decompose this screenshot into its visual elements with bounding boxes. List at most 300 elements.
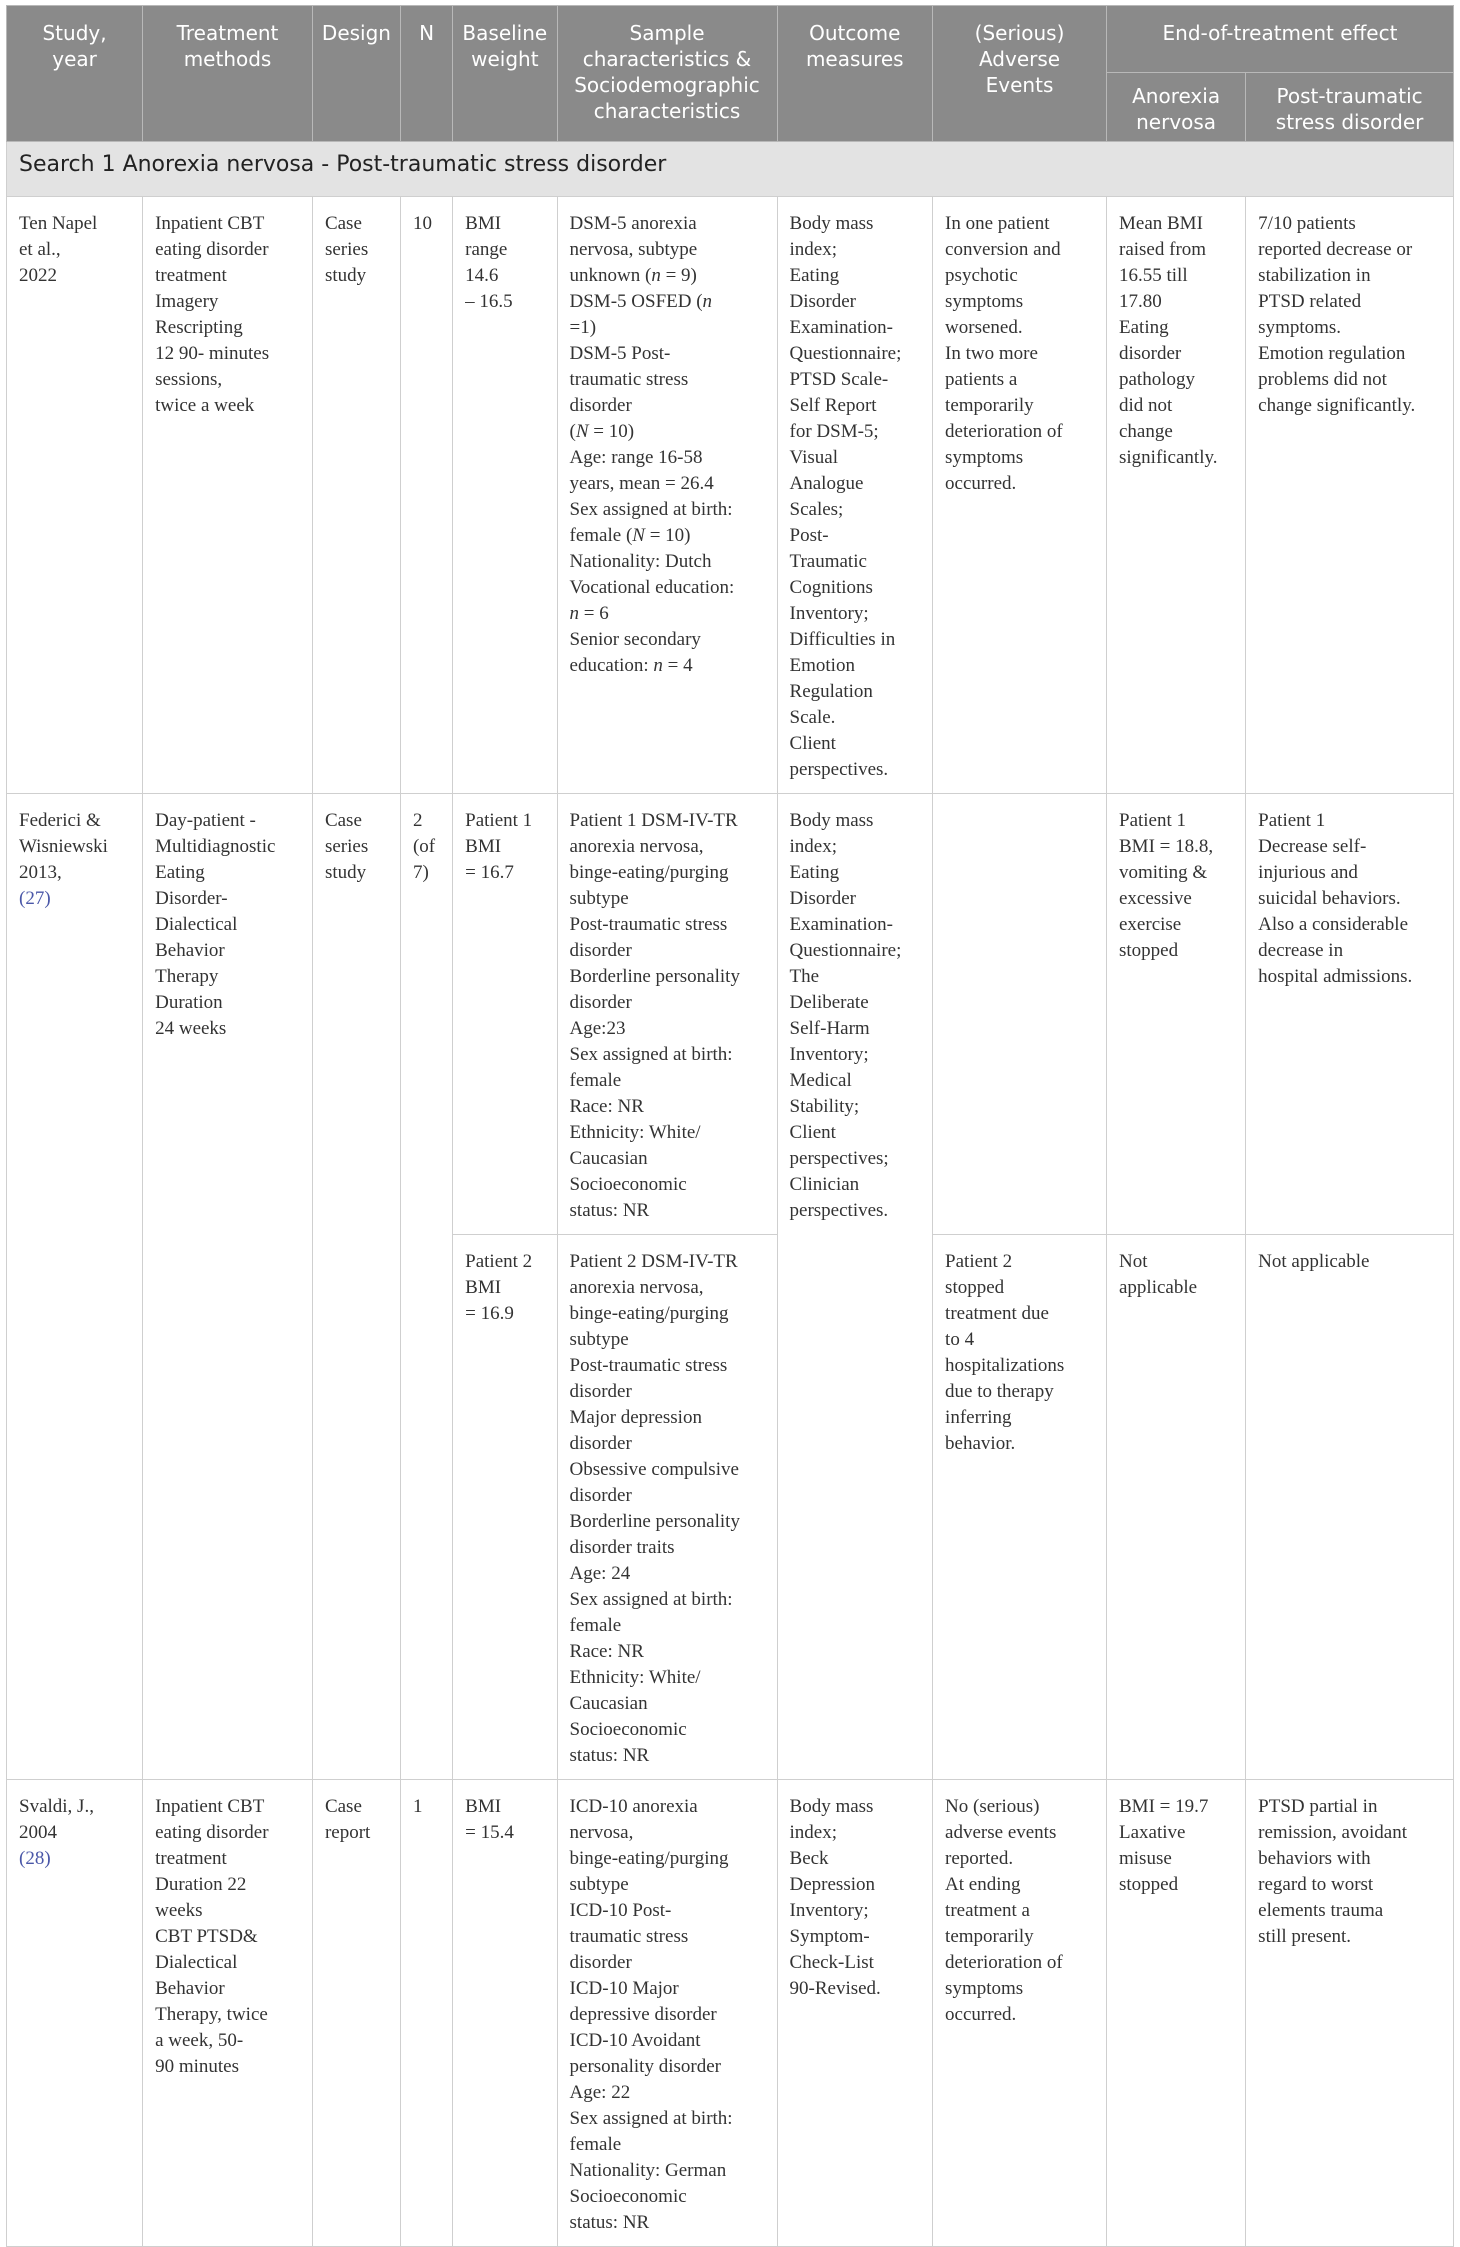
text-line: excessive xyxy=(1119,888,1192,909)
text-line: Outcome xyxy=(809,21,901,45)
cell-design xyxy=(312,197,400,794)
text-line: measures xyxy=(805,47,904,71)
text-line: Inventory; xyxy=(789,1900,869,1921)
text-line: still present. xyxy=(1258,1926,1352,1947)
text-line: hospital admissions. xyxy=(1258,966,1413,987)
text-line: index; xyxy=(789,239,838,260)
cell-effect-ptsd xyxy=(1246,1780,1454,2247)
cell-effect-an xyxy=(1107,794,1246,1235)
text-line: Imagery xyxy=(155,291,219,312)
text-line: Symptom- xyxy=(789,1926,870,1947)
text-line: Age: range 16-58 xyxy=(569,447,703,468)
cell-design xyxy=(312,794,400,1780)
cell-outcome xyxy=(777,197,933,794)
text-line: index; xyxy=(789,836,838,857)
text-line: Emotion xyxy=(789,655,855,676)
text-line: Vocational education: xyxy=(569,577,735,598)
cell-effect-an xyxy=(1107,197,1246,794)
text-line: stopped xyxy=(1119,940,1179,961)
text-line: Examination- xyxy=(789,317,893,338)
text-line: years, mean = 26.4 xyxy=(569,473,714,494)
text-line: disorder traits xyxy=(569,1537,675,1558)
text-line: Questionnaire; xyxy=(789,343,902,364)
text-line: 1 xyxy=(412,1796,423,1817)
text-line: patients a xyxy=(945,369,1018,390)
text-line: 90 minutes xyxy=(155,2056,240,2077)
text-line: Age: 24 xyxy=(569,1563,631,1584)
text-line: year xyxy=(52,47,97,71)
text-line: disorder xyxy=(569,395,632,416)
text-line: Sex assigned at birth: xyxy=(569,1589,733,1610)
text-line: Not xyxy=(1119,1251,1148,1272)
text-line: symptoms xyxy=(945,447,1024,468)
text-line: did not xyxy=(1119,395,1173,416)
text-line: occurred. xyxy=(945,2004,1017,2025)
header-treatment xyxy=(143,6,313,142)
text-line: et al., xyxy=(19,239,61,260)
text-line: Senior secondary xyxy=(569,629,701,650)
text-line: 10 xyxy=(412,213,432,234)
text-line: = 15.4 xyxy=(465,1822,514,1843)
text-line: Body mass xyxy=(789,1796,874,1817)
text-line: Anorexia xyxy=(1132,84,1221,108)
text-line: Treatment xyxy=(176,21,279,45)
text-line: Ethnicity: White/ xyxy=(569,1122,701,1143)
text-line: DSM-5 OSFED (n xyxy=(569,291,713,312)
text-line: In one patient xyxy=(945,213,1050,234)
text-line: Also a considerable xyxy=(1258,914,1409,935)
text-line: problems did not xyxy=(1258,369,1387,390)
text-line: Case xyxy=(324,1796,362,1817)
text-line: Laxative xyxy=(1119,1822,1186,1843)
text-line: 90-Revised. xyxy=(789,1978,881,1999)
text-line: subtype xyxy=(569,1874,629,1895)
cell-study xyxy=(7,197,143,794)
text-line: Visual xyxy=(789,447,838,468)
text-line: Check-List xyxy=(789,1952,874,1973)
text-line: 2022 xyxy=(19,265,57,286)
text-line: 7) xyxy=(412,862,429,883)
text-line: ICD-10 Avoidant xyxy=(569,2030,701,2051)
text-line: Disorder xyxy=(789,888,856,909)
text-line: PTSD partial in xyxy=(1258,1796,1378,1817)
text-line: BMI xyxy=(465,1277,502,1298)
text-line: female xyxy=(569,2134,622,2155)
text-line: inferring xyxy=(945,1407,1012,1428)
text-line: Mean BMI xyxy=(1119,213,1203,234)
text-line: Post-traumatic stress xyxy=(569,1355,728,1376)
text-line: Emotion regulation xyxy=(1258,343,1406,364)
text-line: Sample xyxy=(629,21,705,45)
cell-n xyxy=(400,1780,452,2247)
text-line: 24 weeks xyxy=(155,1018,227,1039)
text-line: =1) xyxy=(569,317,597,338)
text-line: female xyxy=(569,1615,622,1636)
text-line: traumatic stress xyxy=(569,1926,689,1947)
text-line: Scale. xyxy=(789,707,836,728)
text-line: Rescripting xyxy=(155,317,243,338)
text-line: characteristics xyxy=(593,99,741,123)
text-line: Patient 2 xyxy=(465,1251,533,1272)
cell-n xyxy=(400,197,452,794)
cell-outcome xyxy=(777,1780,933,2247)
text-line: Decrease self- xyxy=(1258,836,1367,857)
header-effect-group xyxy=(1107,6,1454,73)
cell-effect-ptsd xyxy=(1246,1235,1454,1780)
cell-baseline xyxy=(453,1235,557,1780)
text-line: behaviors with xyxy=(1258,1848,1371,1869)
text-line: Race: NR xyxy=(569,1641,644,1662)
text-line: hospitalizations xyxy=(945,1355,1065,1376)
text-line: characteristics & xyxy=(582,47,752,71)
text-line: Study, xyxy=(42,21,107,45)
table-row xyxy=(7,794,1454,1235)
text-line: Post-traumatic stress xyxy=(569,914,728,935)
text-line: Case xyxy=(324,810,362,831)
text-line: status: NR xyxy=(569,1200,650,1221)
text-line: depressive disorder xyxy=(569,2004,717,2025)
text-line: Inventory; xyxy=(789,603,869,624)
text-line: disorder xyxy=(1119,343,1182,364)
text-line: BMI xyxy=(465,213,502,234)
header-baseline xyxy=(453,6,557,142)
text-line: Eating xyxy=(1119,317,1169,338)
header-outcome xyxy=(777,6,933,142)
text-line: Body mass xyxy=(789,213,874,234)
text-line: study xyxy=(324,265,367,286)
text-line: Questionnaire; xyxy=(789,940,902,961)
cell-treatment xyxy=(143,794,313,1780)
text-line: Client xyxy=(789,733,836,754)
text-line: anorexia nervosa, xyxy=(569,1277,704,1298)
text-line: anorexia nervosa, xyxy=(569,836,704,857)
text-line: Eating xyxy=(155,862,205,883)
text-line: raised from xyxy=(1119,239,1207,260)
text-line: education: n = 4 xyxy=(569,655,693,676)
text-line: Post-traumatic xyxy=(1276,84,1423,108)
cell-adverse xyxy=(933,1780,1107,2247)
text-line: Body mass xyxy=(789,810,874,831)
text-line: 2 xyxy=(412,810,423,831)
text-line: a week, 50- xyxy=(155,2030,244,2051)
text-line: Socioeconomic xyxy=(569,2186,687,2207)
cell-treatment xyxy=(143,1780,313,2247)
text-line: index; xyxy=(789,1822,838,1843)
text-line: reported. xyxy=(945,1848,1014,1869)
text-line: Federici & xyxy=(19,810,101,831)
text-line: BMI = 19.7 xyxy=(1119,1796,1209,1817)
text-line: ICD-10 Post- xyxy=(569,1900,672,1921)
text-line: End-of-treatment effect xyxy=(1162,21,1398,45)
text-line: change xyxy=(1119,421,1173,442)
text-line: temporarily xyxy=(945,1926,1034,1947)
text-line: traumatic stress xyxy=(569,369,689,390)
text-line: At ending xyxy=(945,1874,1021,1895)
text-line: Borderline personality xyxy=(569,966,740,987)
text-line: PTSD Scale- xyxy=(789,369,889,390)
text-line: Deliberate xyxy=(789,992,869,1013)
text-line: 17.80 xyxy=(1119,291,1162,312)
text-line: Clinician xyxy=(789,1174,860,1195)
text-line: Socioeconomic xyxy=(569,1174,687,1195)
text-line: nervosa, xyxy=(569,1822,634,1843)
cell-adverse xyxy=(933,794,1107,1235)
text-line: Patient 2 xyxy=(945,1251,1013,1272)
text-line: disorder xyxy=(569,1381,632,1402)
text-line: symptoms xyxy=(945,1978,1024,1999)
text-line: Obsessive compulsive xyxy=(569,1459,739,1480)
text-line: Wisniewski xyxy=(19,836,108,857)
text-line: behavior. xyxy=(945,1433,1016,1454)
text-line: report xyxy=(324,1822,371,1843)
text-line: stopped xyxy=(945,1277,1005,1298)
text-line: The xyxy=(789,966,820,987)
text-line: temporarily xyxy=(945,395,1034,416)
text-line: unknown (n = 9) xyxy=(569,265,697,286)
text-line: stopped xyxy=(1119,1874,1179,1895)
text-line: 2004 xyxy=(19,1822,57,1843)
cell-baseline xyxy=(453,1780,557,2247)
text-line: binge-eating/purging xyxy=(569,1848,729,1869)
text-line: Depression xyxy=(789,1874,875,1895)
text-line: occurred. xyxy=(945,473,1017,494)
text-line: BMI = 18.8, xyxy=(1119,836,1214,857)
text-line: Medical xyxy=(789,1070,852,1091)
text-line: Inpatient CBT xyxy=(155,213,265,234)
text-line: Not applicable xyxy=(1258,1251,1370,1272)
text-line: perspectives; xyxy=(789,1148,889,1169)
header-effect-an xyxy=(1107,73,1246,142)
cell-effect-ptsd xyxy=(1246,197,1454,794)
cell-sample xyxy=(557,794,777,1235)
text-line: Sex assigned at birth: xyxy=(569,2108,733,2129)
text-line: Race: NR xyxy=(569,1096,644,1117)
text-line: (N = 10) xyxy=(569,421,635,442)
text-line: Self Report xyxy=(789,395,877,416)
text-line: remission, avoidant xyxy=(1258,1822,1407,1843)
citation-link[interactable]: (27) xyxy=(19,888,51,909)
text-line: eating disorder xyxy=(155,239,269,260)
text-line: applicable xyxy=(1119,1277,1198,1298)
text-line: range xyxy=(465,239,508,260)
text-line: Duration 22 xyxy=(155,1874,247,1895)
text-line: study xyxy=(324,862,367,883)
text-line: status: NR xyxy=(569,1745,650,1766)
cell-adverse xyxy=(933,1235,1107,1780)
text-line: Therapy xyxy=(155,966,219,987)
text-line: Patient 2 DSM-IV-TR xyxy=(569,1251,738,1272)
text-line: status: NR xyxy=(569,2212,650,2233)
text-line: disorder xyxy=(569,1485,632,1506)
text-line: to 4 xyxy=(945,1329,975,1350)
text-line: Major depression xyxy=(569,1407,702,1428)
header-n xyxy=(400,6,452,142)
text-line: Cognitions xyxy=(789,577,873,598)
text-line: binge-eating/purging xyxy=(569,1303,729,1324)
text-line: Traumatic xyxy=(789,551,867,572)
text-line: twice a week xyxy=(155,395,255,416)
text-line: Svaldi, J., xyxy=(19,1796,94,1817)
cell-study xyxy=(7,1780,143,2247)
text-line: Difficulties in xyxy=(789,629,896,650)
text-line: 7/10 patients xyxy=(1258,213,1356,234)
text-line: Disorder- xyxy=(155,888,228,909)
text-line: Day-patient - xyxy=(155,810,256,831)
text-line: deterioration of xyxy=(945,421,1063,442)
text-line: Therapy, twice xyxy=(155,2004,268,2025)
cell-sample xyxy=(557,197,777,794)
text-line: BMI xyxy=(465,836,502,857)
text-line: Ethnicity: White/ xyxy=(569,1667,701,1688)
text-line: Nationality: German xyxy=(569,2160,727,2181)
text-line: Analogue xyxy=(789,473,864,494)
cell-design xyxy=(312,1780,400,2247)
text-line: Adverse xyxy=(978,47,1061,71)
text-line: significantly. xyxy=(1119,447,1218,468)
text-line: series xyxy=(324,239,369,260)
text-line: disorder xyxy=(569,1433,632,1454)
text-line: n = 6 xyxy=(569,603,609,624)
text-line: Case xyxy=(324,213,362,234)
text-line: Examination- xyxy=(789,914,893,935)
text-line: Sociodemographic xyxy=(574,73,760,97)
text-line: Patient 1 DSM-IV-TR xyxy=(569,810,738,831)
text-line: female xyxy=(569,1070,622,1091)
header-study xyxy=(7,6,143,142)
text-line: DSM-5 anorexia xyxy=(569,213,697,234)
text-line: exercise xyxy=(1119,914,1182,935)
section-title: Search 1 Anorexia nervosa - Post-traumatic stress disorder xyxy=(7,142,1454,197)
text-line: psychotic xyxy=(945,265,1018,286)
text-line: Dialectical xyxy=(155,914,238,935)
text-line: 16.55 till xyxy=(1119,265,1188,286)
text-line: Borderline personality xyxy=(569,1511,740,1532)
text-line: symptoms xyxy=(945,291,1024,312)
text-line: perspectives. xyxy=(789,759,889,780)
cell-adverse xyxy=(933,197,1107,794)
text-line: treatment a xyxy=(945,1900,1030,1921)
text-line: Scales; xyxy=(789,499,844,520)
text-line: treatment xyxy=(155,265,227,286)
text-line: reported decrease or xyxy=(1258,239,1413,260)
text-line: Nationality: Dutch xyxy=(569,551,712,572)
text-line: Caucasian xyxy=(569,1693,648,1714)
text-line: stabilization in xyxy=(1258,265,1371,286)
cell-n xyxy=(400,794,452,1780)
text-line: Inpatient CBT xyxy=(155,1796,265,1817)
text-line: In two more xyxy=(945,343,1038,364)
text-line: Multidiagnostic xyxy=(155,836,276,857)
text-line: vomiting & xyxy=(1119,862,1208,883)
text-line: Sex assigned at birth: xyxy=(569,1044,733,1065)
text-line: = 16.9 xyxy=(465,1303,514,1324)
text-line: PTSD related xyxy=(1258,291,1362,312)
text-line: series xyxy=(324,836,369,857)
text-line: deterioration of xyxy=(945,1952,1063,1973)
text-line: elements trauma xyxy=(1258,1900,1384,1921)
text-line: disorder xyxy=(569,1952,632,1973)
text-line: stress disorder xyxy=(1275,110,1424,134)
cell-sample xyxy=(557,1780,777,2247)
text-line: worsened. xyxy=(945,317,1023,338)
cell-sample xyxy=(557,1235,777,1780)
text-line: sessions, xyxy=(155,369,223,390)
results-table xyxy=(6,5,1454,2247)
text-line: Patient 1 xyxy=(465,810,533,831)
text-line: personality disorder xyxy=(569,2056,721,2077)
text-line: Eating xyxy=(789,862,840,883)
text-line: Disorder xyxy=(789,291,856,312)
text-line: weight xyxy=(471,47,539,71)
text-line: subtype xyxy=(569,888,629,909)
text-line: Inventory; xyxy=(789,1044,869,1065)
cell-treatment xyxy=(143,197,313,794)
text-line: pathology xyxy=(1119,369,1195,390)
text-line: Post- xyxy=(789,525,829,546)
text-line: Events xyxy=(985,73,1054,97)
text-line: Self-Harm xyxy=(789,1018,870,1039)
text-line: (Serious) xyxy=(974,21,1065,45)
citation-link[interactable]: (28) xyxy=(19,1848,51,1869)
text-line: perspectives. xyxy=(789,1200,889,1221)
text-line: female (N = 10) xyxy=(569,525,691,546)
text-line: Patient 1 xyxy=(1119,810,1187,831)
header-effect-ptsd xyxy=(1246,73,1454,142)
text-line: subtype xyxy=(569,1329,629,1350)
text-line: Beck xyxy=(789,1848,829,1869)
text-line: Dialectical xyxy=(155,1952,238,1973)
text-line: Stability; xyxy=(789,1096,860,1117)
table-row xyxy=(7,1780,1454,2247)
text-line: Baseline xyxy=(462,21,548,45)
text-line: 12 90- minutes xyxy=(155,343,270,364)
text-line: change significantly. xyxy=(1258,395,1416,416)
text-line: decrease in xyxy=(1258,940,1344,961)
text-line: treatment xyxy=(155,1848,227,1869)
text-line: Ten Napel xyxy=(19,213,98,234)
text-line: Age: 22 xyxy=(569,2082,631,2103)
text-line: 14.6 xyxy=(465,265,499,286)
text-line: injurious and xyxy=(1258,862,1358,883)
table-row xyxy=(7,197,1454,794)
text-line: eating disorder xyxy=(155,1822,269,1843)
text-line: DSM-5 Post- xyxy=(569,343,671,364)
text-line: Age:23 xyxy=(569,1018,626,1039)
text-line: methods xyxy=(183,47,272,71)
text-line: (of xyxy=(412,836,436,857)
cell-baseline xyxy=(453,197,557,794)
text-line: adverse events xyxy=(945,1822,1057,1843)
text-line: Design xyxy=(321,21,391,45)
text-line: ICD-10 anorexia xyxy=(569,1796,698,1817)
text-line: treatment due xyxy=(945,1303,1049,1324)
text-line: = 16.7 xyxy=(465,862,514,883)
text-line: regard to worst xyxy=(1258,1874,1374,1895)
text-line: Caucasian xyxy=(569,1148,648,1169)
text-line: weeks xyxy=(155,1900,203,1921)
text-line: for DSM-5; xyxy=(789,421,879,442)
cell-study xyxy=(7,794,143,1780)
text-line: Socioeconomic xyxy=(569,1719,687,1740)
text-line: – 16.5 xyxy=(465,291,513,312)
cell-effect-ptsd xyxy=(1246,794,1454,1235)
text-line: 2013, xyxy=(19,862,62,883)
text-line: nervosa, subtype xyxy=(569,239,698,260)
header-design xyxy=(312,6,400,142)
header-adverse xyxy=(933,6,1107,142)
text-line: No (serious) xyxy=(945,1796,1040,1817)
text-line: binge-eating/purging xyxy=(569,862,729,883)
